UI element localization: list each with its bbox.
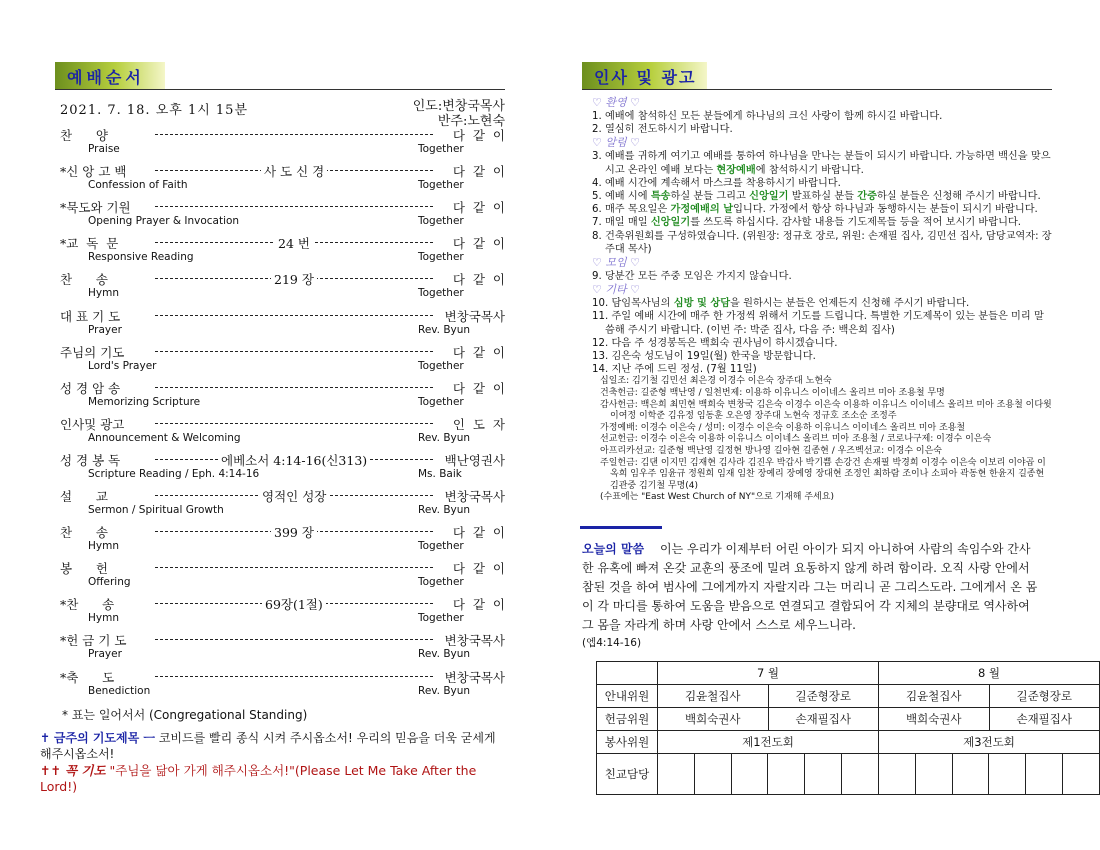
blank-cell	[952, 754, 989, 794]
item-name: 찬 송	[60, 272, 108, 288]
todays-word-label: 오늘의 말씀	[582, 542, 645, 556]
blank-cell	[988, 754, 1025, 794]
table-cell: 김윤철집사	[658, 685, 769, 708]
notice-item: 9. 당분간 모든 주중 모임은 가지지 않습니다.	[592, 271, 792, 283]
item-english-leader: Ms. Baik	[418, 467, 462, 480]
notice-item: 14. 지난 주에 드린 정성. (7월 11일)	[592, 364, 757, 376]
blank-cell	[841, 754, 878, 794]
table-cell: 손재필집사	[768, 708, 879, 731]
item-name: 대 표 기 도	[60, 308, 121, 324]
table-cell: 제1전도회	[658, 731, 879, 754]
must-pray-text: "주님을 닮아 가게 해주시옵소서!"(Please Let Me Take After the Lord!)	[40, 763, 477, 794]
item-english: Benediction	[88, 684, 151, 697]
item-detail: 24 번	[275, 234, 313, 252]
item-detail: 219 장	[271, 270, 317, 288]
row-label: 봉사위원	[597, 731, 658, 754]
blank-cell	[731, 754, 768, 794]
worship-item	[60, 559, 505, 595]
item-english: Offering	[88, 576, 131, 589]
item-english: Confession of Faith	[88, 179, 188, 192]
item-leader: 다 같 이	[452, 128, 505, 143]
offering-line: 선교헌금: 이경수 이은숙 이용하 이유니스 이이네스 올리브 미아 조용철 / 코로나구제: 이경수 이은숙	[600, 434, 992, 445]
prayer-topic-label: 금주의 기도제목 ㅡ	[53, 731, 155, 745]
blank-cell	[1062, 754, 1099, 794]
item-leader: 다 같 이	[452, 344, 505, 360]
offering-line: 십일조: 김기철 김민선 최은경 이경수 이은숙 장주대 노현숙	[600, 376, 832, 387]
category-notice: ♡ 알림 ♡	[592, 136, 640, 150]
offerings-list	[592, 376, 1052, 504]
worship-order-header	[55, 62, 505, 90]
notice-item: 1. 예배에 참석하신 모든 분들에게 하나님의 크신 사랑이 함께 하시길 바랍니다.	[592, 111, 943, 122]
worship-item	[60, 234, 505, 270]
offering-line: 아프리카선교: 길준형 백난영 길정현 방나영 길아현 길종현 / 우즈벡선교: 이경수 이은숙	[600, 446, 942, 457]
item-english: Praise	[88, 143, 120, 155]
item-english: Announcement & Welcoming	[88, 431, 241, 444]
table-cell: 백희숙권사	[658, 708, 769, 731]
item-english-leader: Together	[418, 576, 464, 589]
item-english: Hymn	[88, 287, 119, 300]
item-name: 주님의 기도	[60, 344, 125, 360]
blank-cell-group	[658, 754, 879, 795]
item-leader: 다 같 이	[452, 272, 505, 288]
table-header-row	[597, 662, 1100, 685]
item-leader: 변창국목사	[444, 633, 505, 649]
leader-line: 인도:변창국목사	[412, 99, 505, 114]
leader-dots	[155, 206, 433, 207]
item-english-leader: Together	[418, 359, 464, 372]
leader-dots	[155, 639, 433, 640]
row-label: 안내위원	[597, 685, 658, 708]
table-cell: 길준형장로	[768, 685, 879, 708]
cross-icon: ✝	[40, 731, 51, 745]
todays-word-text: 이는 우리가 이제부터 어린 아이가 되지 아니하여 사람의 속임수와 간사한 유혹에 빠져 온갖 교훈의 풍조에 밀려 요동하지 않게 하려 함이라. 오직 사랑 안에서 참된 것을 하여 범사에 그에게까지 자랄지라 그는 머리니 곧 그리스도라. 그에게서 온 몸이 각 마디를 통하여 도움을 받음으로 연결되고 결합되어 각 지체의 분량대로 역사하여 그 몸을 자라게 하며 사랑 안에서 스스로 세우느니라.	[582, 542, 1038, 632]
offering-line: (수표에는 "East West Church of NY"으로 기재해 주세요)	[600, 492, 834, 503]
worship-item	[60, 270, 505, 306]
notice-item: 8. 건축위원회를 구성하였습니다. (위원장: 정규호 장로, 위원: 손재필 집사, 김민선 집사, 담당교역자: 장주대 목사)	[592, 230, 1052, 255]
item-name: 인사및 광고	[60, 416, 125, 432]
double-cross-icon: ✝✝	[40, 763, 61, 778]
item-detail: 영적인 성장	[259, 487, 329, 505]
blank-cell	[767, 754, 804, 794]
notices-header	[582, 62, 1052, 90]
item-english-leader: Together	[418, 251, 464, 264]
item-name: *신 앙 고 백	[60, 164, 127, 180]
worship-item	[60, 523, 505, 559]
table-row	[597, 731, 1100, 754]
item-leader: 다 같 이	[452, 200, 505, 216]
item-leader: 변창국목사	[444, 308, 505, 324]
item-english: Responsive Reading	[88, 251, 194, 264]
item-english-leader: Rev. Byun	[418, 431, 471, 444]
word-divider	[580, 526, 662, 529]
standing-note: * 표는 일어서서 (Congregational Standing)	[62, 708, 308, 722]
notice-item: 5. 예배 시에 특송하실 분들 그리고 신앙일기 발표하실 분들 간증하실 분들은 신청해 주시기 바랍니다.	[592, 191, 1041, 203]
item-leader: 인 도 자	[452, 416, 505, 432]
prayer-topic-text: 코비드를 빨리 종식 시켜 주시옵소서! 우리의 믿음을 더욱 굳세게 해주시옵소서!	[40, 731, 496, 761]
item-detail: 399 장	[271, 523, 317, 541]
leader-dots	[155, 387, 433, 388]
item-english-leader: Rev. Byun	[418, 648, 471, 661]
item-name: *헌 금 기 도	[60, 633, 127, 649]
item-english: Scripture Reading / Eph. 4:14-16	[88, 467, 260, 480]
offering-line: 가정예배: 이경수 이은숙 / 성미: 이경수 이은숙 이용하 이유니스 이이네스 올리브 미아 조용철	[600, 422, 966, 433]
item-english: Hymn	[88, 540, 119, 553]
notices-list	[592, 96, 1052, 504]
notices-title: 인사 및 광고	[594, 68, 697, 87]
item-name: 찬 양	[60, 128, 108, 143]
category-meeting: ♡ 모임 ♡	[592, 256, 640, 270]
worship-item	[60, 451, 505, 487]
item-english-leader: Together	[418, 395, 464, 408]
header-rule	[582, 89, 1052, 90]
category-etc: ♡ 기타 ♡	[592, 283, 640, 297]
item-english: Opening Prayer & Invocation	[88, 215, 240, 228]
category-welcome: ♡ 환영 ♡	[592, 96, 640, 109]
notice-item: 2. 열심히 전도하시기 바랍니다.	[592, 124, 733, 136]
item-english: Lord's Prayer	[88, 359, 157, 372]
blank-cell	[1025, 754, 1062, 794]
worship-item	[60, 307, 505, 343]
notice-item: 4. 예배 시간에 계속해서 마스크를 착용하시기 바랍니다.	[592, 177, 841, 189]
leader-dots	[155, 351, 433, 352]
todays-word-ref: (엡4:14-16)	[582, 637, 642, 649]
duty-table	[596, 661, 1100, 795]
item-name: *찬 송	[60, 597, 115, 613]
item-english-leader: Rev. Byun	[418, 684, 471, 697]
blank-cell	[694, 754, 731, 794]
blank-cell-group	[879, 754, 1100, 795]
item-name: *교 독 문	[60, 236, 119, 252]
item-english-leader: Together	[418, 179, 464, 192]
notice-item: 3. 예배를 귀하게 여기고 예배를 통하여 하나님을 만나는 분들이 되시기 바랍니다. 가능하면 백신을 맞으시고 온라인 예배 보다는 현장예배에 참석하시기 바랍니다.	[592, 151, 1051, 176]
item-leader: 다 같 이	[452, 525, 505, 541]
accompanist-line: 반주:노현숙	[437, 114, 505, 129]
worship-item	[60, 162, 505, 198]
leader-dots	[155, 423, 433, 424]
must-pray-label: 꼭 기도	[64, 763, 106, 778]
item-name: 봉 헌	[60, 561, 108, 577]
item-english-leader: Together	[418, 612, 464, 625]
notice-item: 6. 매주 목요일은 가정예배의 날입니다. 가정에서 항상 하나님과 동행하시는 분들이 되시기 바랍니다.	[592, 204, 1038, 216]
item-leader: 백난영권사	[444, 452, 505, 468]
item-english-leader: Together	[418, 215, 464, 228]
item-english-leader: Rev. Byun	[418, 323, 471, 336]
blank-cell	[658, 754, 694, 794]
table-cell: 제3전도회	[879, 731, 1100, 754]
notice-item: 7. 매일 매일 신앙일기를 쓰도록 하십시다. 감사할 내용들 기도제목들 등을 적어 보시기 바랍니다.	[592, 217, 1022, 229]
table-row	[597, 708, 1100, 731]
blank-cell	[879, 754, 915, 794]
service-leaders	[413, 99, 505, 129]
worship-item	[60, 379, 505, 415]
worship-item	[60, 126, 505, 162]
item-leader: 다 같 이	[452, 236, 505, 252]
item-leader: 다 같 이	[452, 164, 505, 180]
item-leader: 다 같 이	[452, 380, 505, 396]
item-leader: 다 같 이	[452, 597, 505, 613]
item-name: 성 경 암 송	[60, 380, 121, 396]
offering-line: 감사헌금: 백은희 최민현 백희숙 변창국 김은숙 이경수 이은숙 이용하 이유니스 이이네스 올리브 미아 조용철 이다윗 이여정 이학준 김유정 임동훈 오은영 장주대 노현숙 정규호 조소순 조정주	[600, 399, 1052, 422]
blank-cell	[915, 754, 952, 794]
item-name: *묵도와 기원	[60, 200, 131, 216]
worship-order-title: 예배순서	[67, 68, 145, 87]
blank-cell	[804, 754, 841, 794]
item-leader: 변창국목사	[444, 669, 505, 685]
table-cell: 김윤철집사	[879, 685, 990, 708]
service-date: 2021. 7. 18. 오후 1시 15분	[60, 103, 249, 118]
leader-dots	[155, 134, 433, 135]
weekly-prayer-topic	[40, 730, 510, 762]
table-cell: 백희숙권사	[879, 708, 990, 731]
item-english-leader: Together	[418, 540, 464, 553]
item-english: Prayer	[88, 648, 122, 661]
worship-item	[60, 343, 505, 379]
item-detail: 69장(1절)	[262, 595, 326, 613]
item-english-leader: Rev. Byun	[418, 504, 471, 516]
table-row	[597, 685, 1100, 708]
item-english: Hymn	[88, 612, 119, 625]
notice-item: 11. 주일 예배 시간에 매주 한 가정씩 위해서 기도를 드립니다. 특별한 기도제목이 있는 분들은 미리 말씀해 주시기 바랍니다. (이번 주: 박준 집사, 다음 주: 백은희 집사)	[592, 311, 1044, 336]
month-2-header: 8 월	[879, 662, 1100, 685]
item-english: Prayer	[88, 323, 122, 336]
item-english-leader: Together	[418, 287, 464, 300]
table-cell: 길준형장로	[989, 685, 1100, 708]
todays-word	[582, 540, 1042, 651]
leader-dots	[155, 676, 433, 677]
item-english: Memorizing Scripture	[88, 395, 201, 408]
row-label: 헌금위원	[597, 708, 658, 731]
leader-dots	[155, 315, 433, 316]
item-leader: 다 같 이	[452, 561, 505, 577]
table-cell: 손재필집사	[989, 708, 1100, 731]
table-row	[597, 754, 1100, 795]
worship-item	[60, 631, 505, 667]
table-corner	[597, 662, 658, 685]
item-name: 설 교	[60, 489, 108, 504]
notice-item: 10. 담임목사님의 심방 및 상담을 원하시는 분들은 언제든지 신청해 주시기 바랍니다.	[592, 298, 970, 310]
item-name: 성 경 봉 독	[60, 452, 121, 468]
worship-item	[60, 198, 505, 234]
worship-item	[60, 595, 505, 631]
item-english-leader: Together	[418, 143, 464, 155]
item-english: Sermon / Spiritual Growth	[88, 504, 224, 516]
worship-item	[60, 487, 505, 523]
month-1-header: 7 월	[658, 662, 879, 685]
item-leader: 변창국목사	[444, 489, 505, 504]
item-detail: 사 도 신 경	[261, 162, 327, 180]
row-label: 친교담당	[597, 754, 658, 795]
leader-dots	[155, 567, 433, 568]
must-pray	[40, 763, 510, 795]
worship-item	[60, 415, 505, 451]
notice-item: 12. 다음 주 성경봉독은 백희숙 권사님이 하시겠습니다.	[592, 337, 838, 349]
item-detail: 에베소서 4:14-16(신313)	[218, 451, 370, 469]
worship-item	[60, 668, 505, 704]
notice-item: 13. 김은숙 성도님이 19일(월) 한국을 방문합니다.	[592, 351, 816, 363]
offering-line: 건축헌금: 길준형 백난영 / 일천번제: 이용하 이유니스 이이네스 올리브 미아 조용철 무명	[600, 388, 945, 399]
offering-line: 주일헌금: 김댄 이지민 김재현 김사라 김진우 박갑사 박기쁨 손강건 손재필 박경희 이경수 이은숙 이보리 이야곱 이옥희 임우주 임윤규 정원희 임재 임찬 장예리 장예영 장대현 조정인 최하람 조이나 소피아 곽동현 한윤지 길종현 김관중 김기철 무명(4)	[600, 457, 1046, 491]
item-name: 찬 송	[60, 525, 108, 541]
item-name: *축 도	[60, 669, 115, 685]
header-rule	[55, 89, 505, 90]
